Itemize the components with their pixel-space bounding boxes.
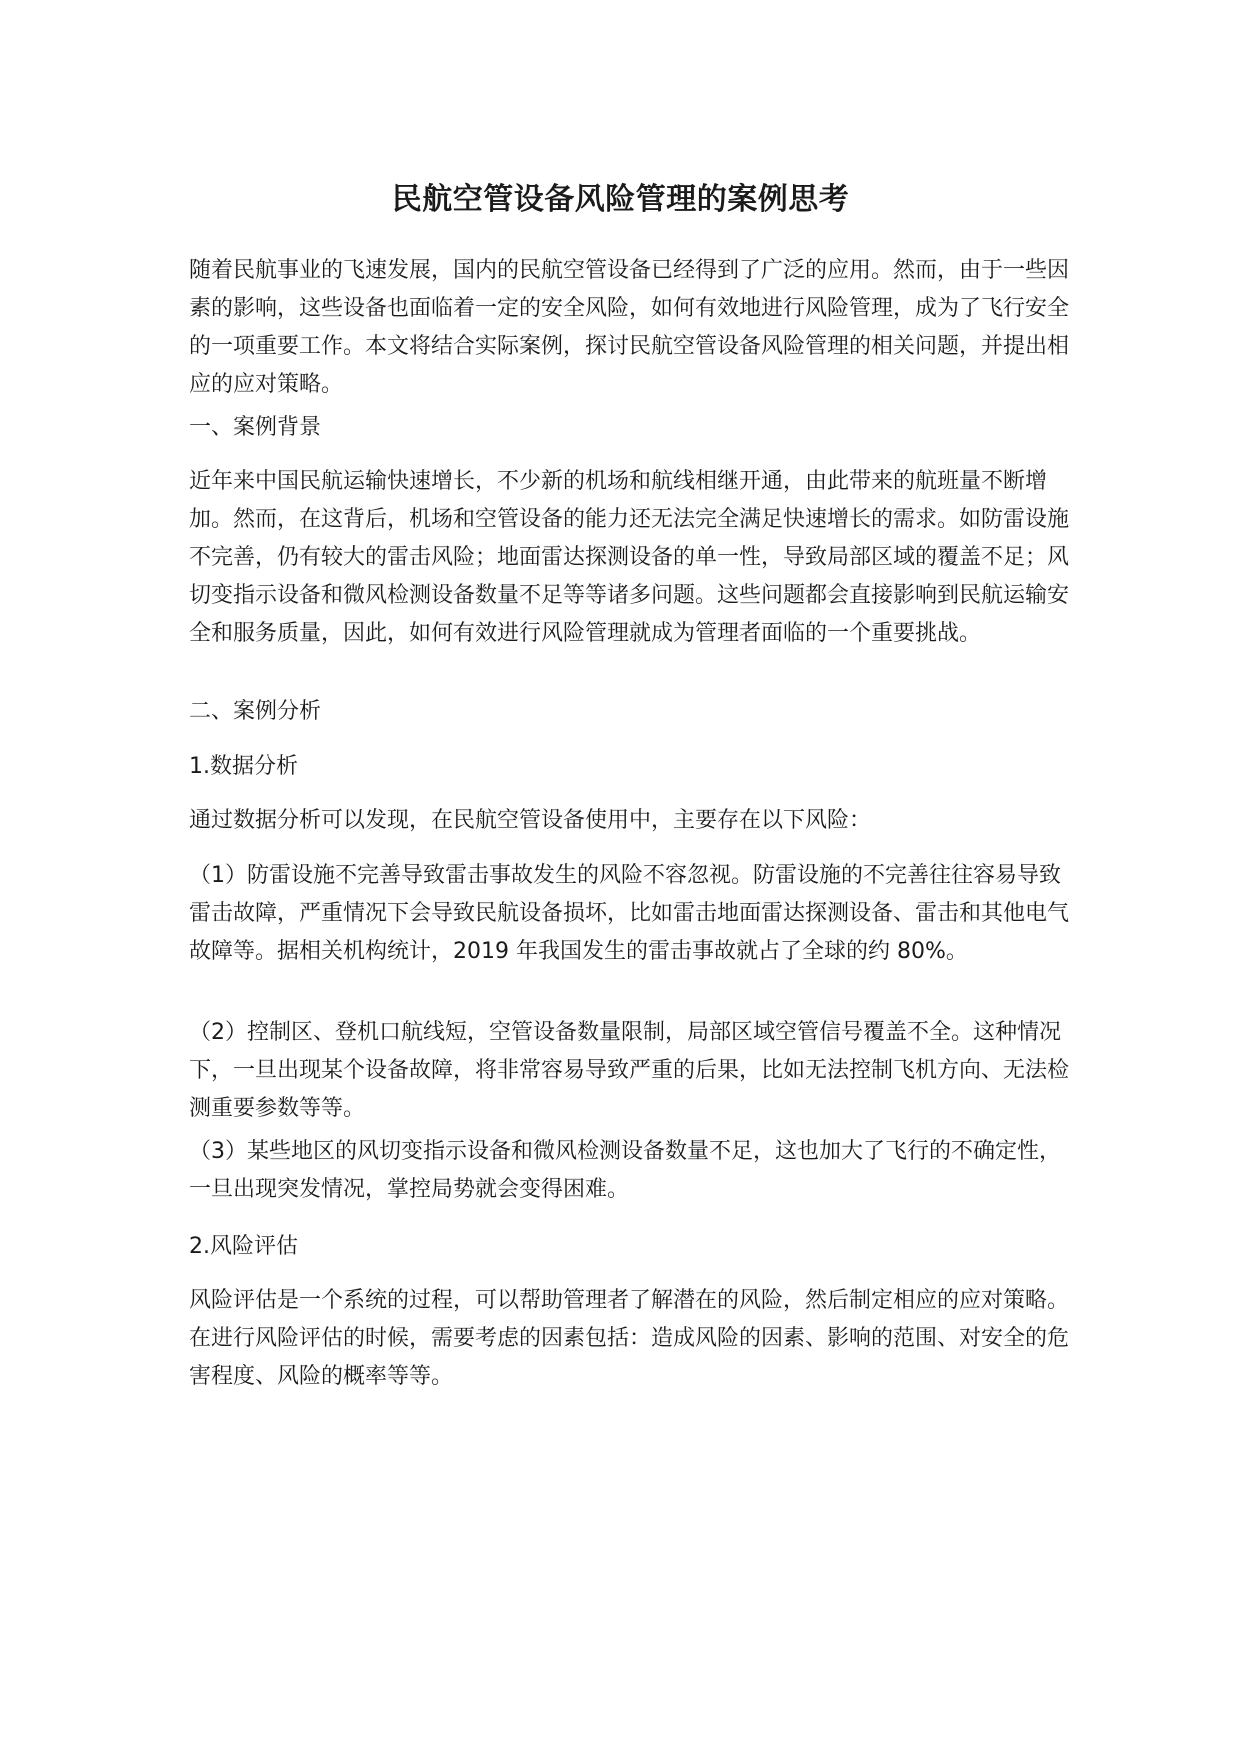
subheading-data-analysis: 1.数据分析 [189, 754, 298, 779]
subheading-risk-assessment: 2.风险评估 [189, 1234, 298, 1259]
document-title: 民航空管设备风险管理的案例思考 [391, 182, 850, 217]
section-heading-background: 一、案例背景 [189, 415, 322, 440]
data-analysis-intro: 通过数据分析可以发现，在民航空管设备使用中，主要存在以下风险： [189, 808, 872, 833]
background-paragraph: 近年来中国民航运输快速增长，不少新的机场和航线相继开通，由此带来的航班量不断增加。然而，在这背后，机场和空管设备的能力还无法完全满足快速增长的需求。如防雷设施不完善，仍有较大的雷击风险；地面雷达探测设备的单一性，导致局部区域的覆盖不足；风切变指示设备和微风检测设备数量不足等等诸多问题。这些问题都会直接影响到民航运输安全和服务质量，因此，如何有效进行风险管理就成为管理者面临的一个重要挑战。 [189, 469, 1070, 646]
risk-item-3: （3）某些地区的风切变指示设备和微风检测设备数量不足，这也加大了飞行的不确定性，一旦出现突发情况，掌控局势就会变得困难。 [189, 1139, 1062, 1202]
risk-assessment-paragraph: 风险评估是一个系统的过程，可以帮助管理者了解潜在的风险，然后制定相应的应对策略。在进行风险评估的时候，需要考虑的因素包括：造成风险的因素、影响的范围、对安全的危害程度、风险的概率等等。 [189, 1288, 1070, 1389]
section-heading-analysis: 二、案例分析 [189, 699, 322, 724]
risk-item-1: （1）防雷设施不完善导致雷击事故发生的风险不容忽视。防雷设施的不完善往往容易导致雷击故障，严重情况下会导致民航设备损坏，比如雷击地面雷达探测设备、雷击和其他电气故障等。据相关机构统计，2019 年我国发生的雷击事故就占了全球的约 80%。 [189, 863, 1070, 964]
intro-paragraph: 随着民航事业的飞速发展，国内的民航空管设备已经得到了广泛的应用。然而，由于一些因素的影响，这些设备也面临着一定的安全风险，如何有效地进行风险管理，成为了飞行安全的一项重要工作。本文将结合实际案例，探讨民航空管设备风险管理的相关问题，并提出相应的应对策略。 [189, 258, 1070, 397]
risk-item-2: （2）控制区、登机口航线短，空管设备数量限制，局部区域空管信号覆盖不全。这种情况下，一旦出现某个设备故障，将非常容易导致严重的后果，比如无法控制飞机方向、无法检测重要参数等等。 [189, 1020, 1070, 1121]
